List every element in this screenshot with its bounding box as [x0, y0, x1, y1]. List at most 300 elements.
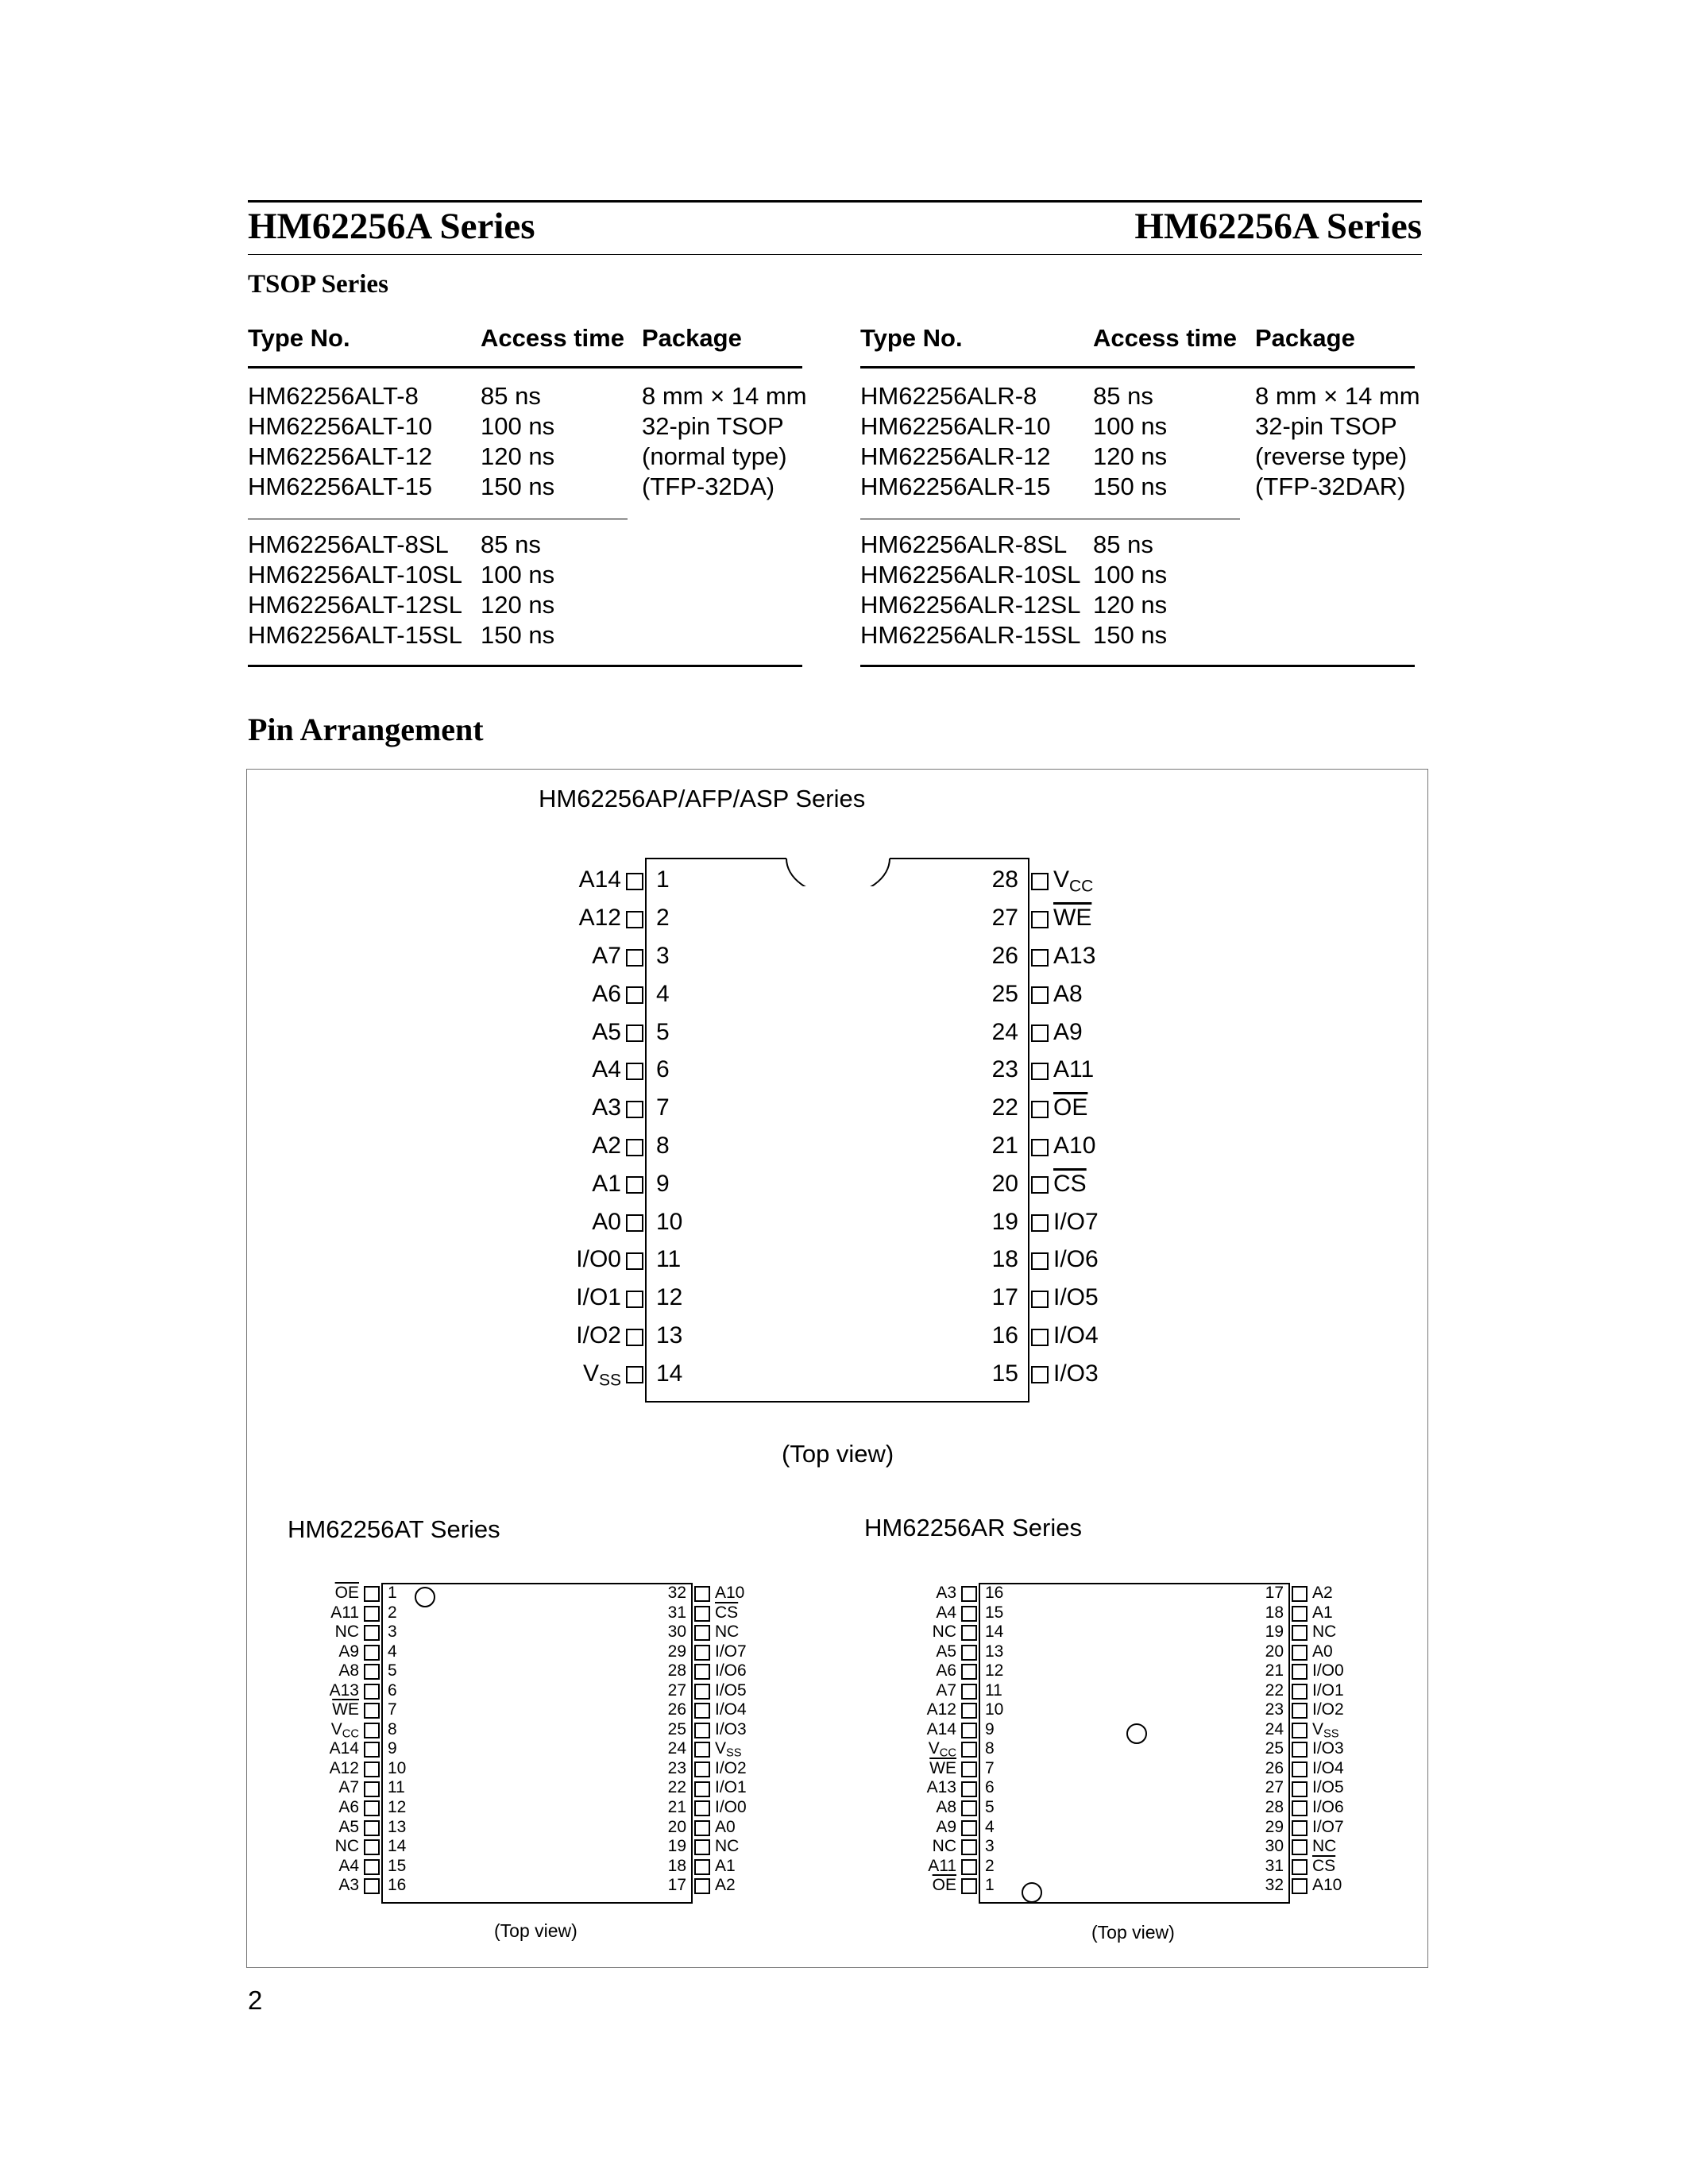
- pin-square: [961, 1820, 977, 1836]
- pin-number: 8: [388, 1719, 397, 1738]
- pin-signal: [338, 1798, 359, 1817]
- pin-number: 10: [985, 1700, 1004, 1719]
- pin-signal: [715, 1623, 739, 1642]
- table-cell: 32-pin TSOP: [642, 412, 784, 440]
- pin-signal-text: $\overline{OE}$: [932, 1876, 956, 1895]
- pin-square: [1292, 1742, 1308, 1758]
- pin-signal: [715, 1584, 744, 1603]
- pin-signal: [1312, 1759, 1344, 1778]
- pin-signal: [715, 1818, 736, 1837]
- pin-square: [364, 1761, 380, 1777]
- pin-signal-text: V: [928, 1739, 940, 1758]
- pin-signal-text: A2: [1312, 1583, 1333, 1602]
- pin-number: 27: [991, 905, 1018, 932]
- at-view-label: (Top view): [494, 1920, 577, 1941]
- pin-square: [626, 1101, 643, 1118]
- table-cell: 100 ns: [1093, 561, 1168, 588]
- table-cell: (TFP-32DAR): [1255, 473, 1406, 500]
- pin-number: 27: [667, 1680, 686, 1700]
- pin-signal-text: $\overline{WE}$: [332, 1700, 359, 1719]
- table-cell: HM62256ALR-8: [860, 382, 1037, 410]
- pin-signal: [338, 1642, 359, 1661]
- pin-square: [1031, 1139, 1049, 1156]
- pin-signal: [936, 1603, 956, 1623]
- pin-signal-text: NC: [1312, 1837, 1337, 1856]
- pin-number: 9: [388, 1739, 397, 1758]
- pin-square: [364, 1684, 380, 1700]
- pin-square: [626, 1214, 643, 1232]
- pin-number: 21: [991, 1133, 1018, 1159]
- pin-square: [364, 1723, 380, 1738]
- pin-number: 19: [1265, 1623, 1284, 1642]
- pin-signal: [936, 1798, 956, 1817]
- pin-square: [1031, 1024, 1049, 1042]
- pin-square: [626, 1252, 643, 1270]
- pin-signal-text: $\overline{CS}$: [715, 1603, 739, 1622]
- pin-number: 24: [1265, 1719, 1284, 1738]
- pin-number: 5: [388, 1661, 397, 1680]
- pin-signal-text: A13: [329, 1680, 359, 1700]
- pin-signal-text: A7: [592, 943, 621, 969]
- pin-signal-subscript: CC: [939, 1747, 956, 1761]
- pin-signal-text: A10: [1312, 1876, 1342, 1895]
- pin-square: [694, 1800, 710, 1816]
- pin-number: 30: [1265, 1837, 1284, 1856]
- col-package-header: Package: [642, 324, 742, 352]
- table-cell: 120 ns: [481, 591, 555, 619]
- pin-number: 27: [1265, 1778, 1284, 1797]
- pin-signal-text: I/O1: [715, 1778, 747, 1797]
- pin-signal-text: A7: [936, 1680, 956, 1700]
- pin-signal-text: A9: [936, 1817, 956, 1836]
- pin-signal: [715, 1778, 747, 1797]
- table-cell: 120 ns: [1093, 442, 1168, 470]
- type-column: [860, 381, 1051, 502]
- pin-signal-text: I/O2: [1312, 1700, 1344, 1719]
- pin-number: 7: [985, 1758, 995, 1777]
- pin-square: [961, 1859, 977, 1875]
- pin-signal-text: A14: [926, 1719, 956, 1738]
- col-access-header: Access time: [481, 324, 624, 352]
- table-cell: HM62256ALR-10SL: [860, 561, 1081, 588]
- pin-number: 24: [667, 1739, 686, 1758]
- pin-signal-text: A1: [715, 1856, 736, 1875]
- pin-signal-text: A8: [338, 1661, 359, 1680]
- pin-signal: [1053, 1056, 1094, 1083]
- pin-number: 2: [985, 1856, 995, 1875]
- pin-number: 32: [1265, 1876, 1284, 1895]
- table-cell: HM62256ALR-8SL: [860, 531, 1068, 558]
- package-column: [1255, 381, 1420, 502]
- pin-square: [1292, 1703, 1308, 1719]
- pin-signal: [928, 1739, 956, 1761]
- pin-signal-text: A11: [928, 1856, 956, 1875]
- table-cell: 100 ns: [1093, 412, 1168, 440]
- pin-signal-text: A14: [329, 1739, 359, 1758]
- table-cell: HM62256ALT-10SL: [248, 561, 462, 588]
- pin-signal: [330, 1739, 359, 1758]
- pin-number: 12: [985, 1661, 1004, 1680]
- pin-signal: [1312, 1739, 1344, 1758]
- pin-number: 22: [991, 1094, 1018, 1121]
- pin-signal-subscript: CC: [342, 1727, 359, 1741]
- table-cell: 32-pin TSOP: [1255, 412, 1397, 440]
- pin-square: [1292, 1664, 1308, 1680]
- dip-view-label: (Top view): [782, 1440, 894, 1468]
- pin-number: 4: [656, 980, 670, 1007]
- pin-number: 6: [388, 1680, 397, 1700]
- table-cell: (normal type): [642, 442, 787, 470]
- pin-number: 30: [667, 1623, 686, 1642]
- pin-number: 24: [991, 1018, 1018, 1045]
- table-cell: 8 mm × 14 mm: [642, 382, 807, 410]
- table-cell: HM62256ALT-15SL: [248, 621, 462, 649]
- pin-signal: [936, 1584, 956, 1603]
- pin-signal: [579, 866, 621, 893]
- pin-signal: [715, 1837, 739, 1856]
- at-package-body: [381, 1583, 693, 1904]
- pin-signal-text: I/O3: [715, 1719, 747, 1738]
- pin-number: 5: [656, 1018, 670, 1045]
- pin-signal-text: I/O5: [715, 1680, 747, 1700]
- pin-number: 6: [656, 1056, 670, 1083]
- pin-signal: [1053, 866, 1094, 896]
- table-cell: 85 ns: [481, 531, 541, 558]
- pin-number: 13: [656, 1322, 683, 1349]
- pin-square: [1292, 1761, 1308, 1777]
- table-cell: 120 ns: [481, 442, 555, 470]
- table-cell: 100 ns: [481, 412, 555, 440]
- table-cell: HM62256ALT-12: [248, 442, 433, 470]
- pin-square: [364, 1645, 380, 1661]
- pin-number: 14: [388, 1837, 407, 1856]
- pin-signal: [1312, 1661, 1344, 1680]
- table-cell: (TFP-32DA): [642, 473, 775, 500]
- pin-signal: [579, 905, 621, 932]
- pin-square: [694, 1664, 710, 1680]
- pin-signal-text: A9: [1053, 1018, 1083, 1045]
- pin-square: [961, 1723, 977, 1738]
- pin-signal-text: A8: [1053, 980, 1083, 1007]
- pin-signal: [335, 1623, 359, 1642]
- pin-signal: [1053, 981, 1083, 1008]
- pin-number: 26: [667, 1700, 686, 1719]
- pin-signal-text: A1: [1312, 1603, 1333, 1622]
- pin-square: [1292, 1723, 1308, 1738]
- col-access-header: Access time: [1093, 324, 1237, 352]
- pin-signal: [1053, 1322, 1099, 1349]
- pin-signal-text: A0: [1312, 1642, 1333, 1661]
- pin-square: [694, 1586, 710, 1602]
- pin-number: 20: [991, 1170, 1018, 1197]
- pin-signal: [338, 1857, 359, 1876]
- pin-square: [626, 1139, 643, 1156]
- type-column: [248, 530, 462, 650]
- ar-center-marker: [1126, 1723, 1147, 1744]
- dip-series-label: HM62256AP/AFP/ASP Series: [539, 785, 866, 812]
- pin-square: [626, 949, 643, 967]
- pin-signal: [576, 1246, 621, 1273]
- table-cell: HM62256ALT-8: [248, 382, 419, 410]
- pin-signal-text: A11: [1053, 1056, 1095, 1083]
- pin-square: [626, 1063, 643, 1080]
- pin-square: [694, 1859, 710, 1875]
- pin-signal: [1312, 1700, 1344, 1719]
- pin-signal-text: I/O7: [1312, 1817, 1344, 1836]
- pin-square: [694, 1878, 710, 1894]
- pin-signal-text: A4: [592, 1056, 621, 1083]
- pin-signal-text: I/O5: [1312, 1778, 1344, 1797]
- pin-signal: [338, 1778, 359, 1797]
- pin-square: [694, 1625, 710, 1641]
- table-cell: (reverse type): [1255, 442, 1408, 470]
- pin-square: [694, 1723, 710, 1738]
- pin-square: [1031, 873, 1049, 890]
- access-column: [1093, 381, 1167, 502]
- pin-square: [364, 1781, 380, 1797]
- pin-signal-text: A3: [936, 1583, 956, 1602]
- pin-signal: [576, 1322, 621, 1349]
- pin-signal-text: V: [1053, 866, 1070, 893]
- pin-signal-text: I/O1: [576, 1284, 621, 1311]
- pin-number: 3: [388, 1623, 397, 1642]
- pin-signal-text: I/O1: [1312, 1680, 1344, 1700]
- pin-square: [694, 1761, 710, 1777]
- pin-square: [961, 1645, 977, 1661]
- table-cell: HM62256ALR-15: [860, 473, 1051, 500]
- pin-signal-text: V: [582, 1360, 599, 1387]
- table-cell: HM62256ALR-12: [860, 442, 1051, 470]
- pin-signal: [1312, 1876, 1342, 1895]
- pin-square: [961, 1586, 977, 1602]
- pin-signal-text: A2: [715, 1876, 736, 1895]
- type-column: [248, 381, 432, 502]
- pin-signal: [1053, 1360, 1099, 1387]
- pin-signal-text: I/O3: [1053, 1360, 1099, 1387]
- pin-signal-text: I/O7: [715, 1642, 747, 1661]
- pin-signal-text: I/O0: [1312, 1661, 1344, 1680]
- pin-square: [961, 1703, 977, 1719]
- pin-signal-text: A0: [592, 1208, 621, 1235]
- table-cell: HM62256ALR-15SL: [860, 621, 1081, 649]
- pin-signal-text: A13: [926, 1778, 956, 1797]
- pin-signal: [715, 1603, 738, 1623]
- pin-number: 26: [1265, 1758, 1284, 1777]
- pin-signal-text: NC: [1312, 1623, 1337, 1642]
- pin-signal: [715, 1681, 747, 1700]
- pin-signal: [582, 1360, 621, 1390]
- pin-number: 14: [985, 1623, 1004, 1642]
- pin-square: [1031, 1366, 1049, 1383]
- pin-signal: [1312, 1603, 1333, 1623]
- pin-number: 6: [985, 1778, 995, 1797]
- table-cell: HM62256ALT-8SL: [248, 531, 449, 558]
- pin-square: [961, 1781, 977, 1797]
- pin-signal: [592, 1019, 621, 1046]
- pin-number: 18: [1265, 1603, 1284, 1622]
- pin-signal: [933, 1623, 956, 1642]
- table-cell: 85 ns: [1093, 531, 1153, 558]
- pin-signal: [715, 1661, 747, 1680]
- pin-number: 25: [991, 980, 1018, 1007]
- pin-number: 22: [667, 1778, 686, 1797]
- pin-signal-text: A10: [715, 1583, 745, 1602]
- pin-signal-subscript: SS: [1323, 1727, 1339, 1741]
- pin-number: 9: [985, 1719, 995, 1738]
- pin-signal-text: I/O5: [1053, 1284, 1099, 1311]
- pin-square: [364, 1839, 380, 1855]
- pin-signal: [929, 1759, 956, 1778]
- pin-number: 29: [667, 1642, 686, 1661]
- pin-signal-text: A12: [578, 905, 621, 932]
- pin-number: 12: [656, 1284, 683, 1311]
- pin-square: [961, 1684, 977, 1700]
- col-type-header: Type No.: [248, 324, 350, 352]
- pin-number: 15: [991, 1360, 1018, 1387]
- pin-signal-text: A6: [338, 1798, 359, 1817]
- pin-number: 1: [985, 1876, 995, 1895]
- pin-signal: [335, 1584, 359, 1603]
- pin-number: 12: [388, 1798, 407, 1817]
- pin-signal-text: NC: [932, 1837, 956, 1856]
- pin-signal-text: NC: [715, 1623, 740, 1642]
- pin-square: [1031, 1214, 1049, 1232]
- pin-signal: [927, 1720, 956, 1739]
- table-rule: [248, 665, 802, 667]
- dip-package-body: [645, 858, 1029, 1403]
- pin-number: 17: [667, 1876, 686, 1895]
- pin-square: [626, 1366, 643, 1383]
- pin-signal-text: A3: [592, 1094, 621, 1121]
- pin-signal-text: I/O0: [576, 1246, 621, 1273]
- ar-view-label: (Top view): [1091, 1922, 1175, 1943]
- pin-square: [1031, 1329, 1049, 1346]
- pin-number: 9: [656, 1170, 670, 1197]
- pin-signal-text: I/O4: [1053, 1322, 1099, 1349]
- pin-signal-text: A10: [1053, 1133, 1096, 1159]
- pin-signal-text: A4: [936, 1603, 956, 1622]
- pin-number: 2: [656, 905, 670, 932]
- pin-number: 4: [388, 1642, 397, 1661]
- table-cell: 150 ns: [481, 473, 555, 500]
- pin-number: 23: [667, 1758, 686, 1777]
- pin-number: 15: [985, 1603, 1004, 1622]
- pin-signal: [1312, 1798, 1344, 1817]
- pin-square: [1031, 1291, 1049, 1308]
- pin-square: [961, 1761, 977, 1777]
- pin-signal: [330, 1681, 359, 1700]
- pin-square: [961, 1742, 977, 1758]
- pin-signal: [1312, 1818, 1344, 1837]
- pin-signal: [1312, 1584, 1333, 1603]
- pin-signal: [592, 1094, 621, 1121]
- pin-number: 5: [985, 1798, 995, 1817]
- pin-square: [961, 1606, 977, 1622]
- pin-signal: [338, 1818, 359, 1837]
- pin-square: [1292, 1625, 1308, 1641]
- pin-square: [1031, 911, 1049, 928]
- pin-signal: [592, 943, 621, 970]
- pin-signal-text: I/O6: [715, 1661, 747, 1680]
- pin-number: 11: [985, 1680, 1002, 1700]
- access-column: [481, 530, 554, 650]
- ar-pin1-marker: [1022, 1882, 1042, 1903]
- pin-number: 3: [656, 943, 670, 969]
- pin-signal: [330, 1759, 359, 1778]
- table-rule: [860, 366, 1415, 369]
- table-cell: 150 ns: [481, 621, 555, 649]
- pin-signal: [1053, 905, 1091, 932]
- pin-signal: [928, 1857, 956, 1876]
- pin-number: 31: [1265, 1856, 1284, 1875]
- pin-square: [626, 911, 643, 928]
- pin-signal-text: I/O4: [1312, 1758, 1344, 1777]
- pin-number: 7: [388, 1700, 397, 1719]
- pin-square: [1292, 1586, 1308, 1602]
- pin-number: 21: [1265, 1661, 1284, 1680]
- pin-number: 8: [656, 1133, 670, 1159]
- pin-signal: [1312, 1623, 1336, 1642]
- pin-number: 23: [991, 1056, 1018, 1083]
- pin-square: [1292, 1684, 1308, 1700]
- pin-signal-text: I/O0: [715, 1798, 747, 1817]
- pin-signal: [1053, 943, 1095, 970]
- pin-number: 25: [667, 1719, 686, 1738]
- header-left-title: HM62256A Series: [248, 206, 535, 247]
- ar-series-label: HM62256AR Series: [864, 1514, 1082, 1542]
- pin-signal-text: I/O7: [1053, 1208, 1099, 1235]
- pin-signal-text: A12: [926, 1700, 956, 1719]
- tsop-section-title: TSOP Series: [248, 270, 388, 299]
- table-rule: [248, 366, 802, 369]
- pin-signal: [936, 1818, 956, 1837]
- type-column: [860, 530, 1080, 650]
- pin-number: 18: [667, 1856, 686, 1875]
- pin-signal-text: A12: [329, 1758, 359, 1777]
- pin-signal-text: NC: [932, 1623, 956, 1642]
- pin-signal: [936, 1642, 956, 1661]
- pin-square: [694, 1684, 710, 1700]
- pin-number: 13: [388, 1817, 407, 1836]
- pin-signal-text: V: [1312, 1719, 1324, 1738]
- pin-signal: [715, 1720, 747, 1739]
- pin-number: 18: [991, 1246, 1018, 1273]
- pin-number: 26: [991, 943, 1018, 969]
- pin-square: [626, 1291, 643, 1308]
- pin-signal-text: A8: [936, 1798, 956, 1817]
- pin-square: [364, 1625, 380, 1641]
- pin-signal: [1053, 1171, 1087, 1198]
- pin-signal: [1053, 1019, 1083, 1046]
- pin-signal-text: $\overline{OE}$: [334, 1583, 359, 1602]
- pin-number: 32: [667, 1583, 686, 1602]
- pin-arrangement-title: Pin Arrangement: [248, 712, 484, 747]
- pin-signal-subscript: SS: [726, 1747, 742, 1761]
- at-pin1-marker: [415, 1587, 435, 1607]
- col-type-header: Type No.: [860, 324, 963, 352]
- pin-square: [364, 1586, 380, 1602]
- pin-signal-text: I/O6: [1312, 1798, 1344, 1817]
- pin-number: 11: [656, 1246, 682, 1273]
- pin-signal-text: NC: [334, 1837, 359, 1856]
- pin-square: [961, 1839, 977, 1855]
- pin-square: [626, 1329, 643, 1346]
- col-package-header: Package: [1255, 324, 1355, 352]
- pin-signal-text: I/O3: [1312, 1739, 1344, 1758]
- pin-signal: [331, 1720, 359, 1739]
- access-column: [481, 381, 554, 502]
- pin-signal: [715, 1759, 747, 1778]
